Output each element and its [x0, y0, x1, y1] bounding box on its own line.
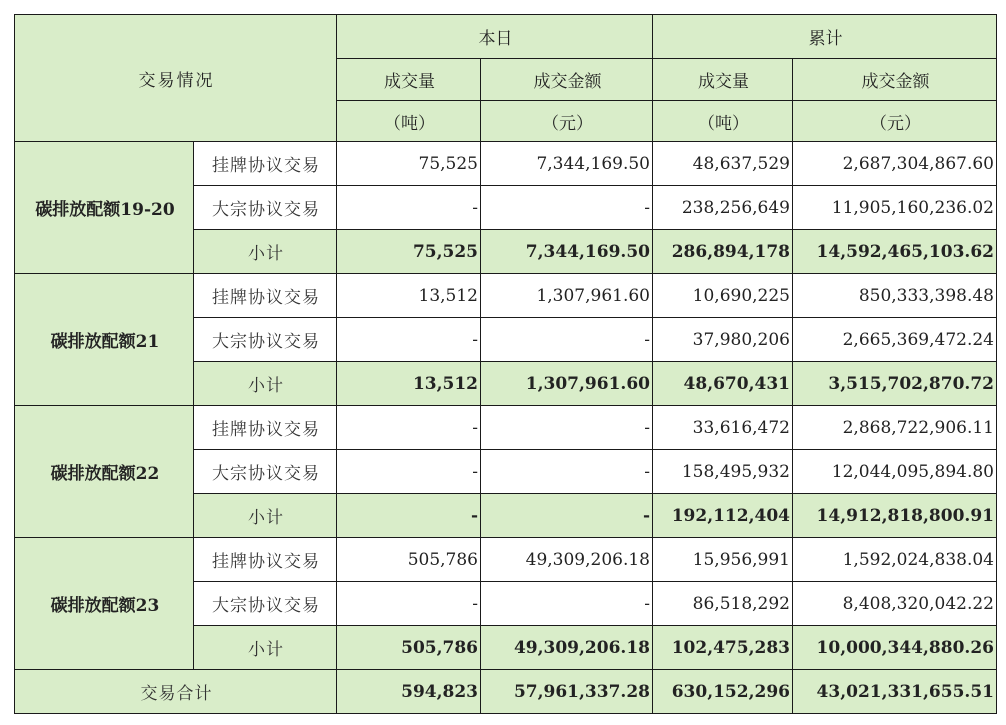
cumulative-volume-cell: 48,670,431	[653, 362, 793, 406]
today-amount-cell: -	[481, 406, 653, 450]
today-volume-cell: 505,786	[337, 538, 481, 582]
header-today-amount-unit: （元）	[481, 101, 653, 142]
subtotal-label: 小计	[194, 626, 337, 670]
header-cum-volume-unit: （吨）	[653, 101, 793, 142]
cumulative-volume-cell: 86,518,292	[653, 582, 793, 626]
trading-summary-table	[14, 14, 997, 714]
trade-type-label: 大宗协议交易	[194, 450, 337, 494]
header-cumulative: 累计	[653, 15, 997, 59]
cumulative-amount-cell: 14,592,465,103.62	[793, 230, 997, 274]
trade-type-label: 大宗协议交易	[194, 582, 337, 626]
subtotal-label: 小计	[194, 362, 337, 406]
trade-type-label: 挂牌协议交易	[194, 538, 337, 582]
total-today-volume: 594,823	[337, 670, 481, 714]
trade-type-label: 挂牌协议交易	[194, 142, 337, 186]
cumulative-amount-cell: 10,000,344,880.26	[793, 626, 997, 670]
header-today-volume: 成交量	[337, 59, 481, 101]
group-label: 碳排放配额21	[15, 274, 194, 406]
today-amount-cell: -	[481, 494, 653, 538]
today-volume-cell: -	[337, 494, 481, 538]
header-cum-amount-unit: （元）	[793, 101, 997, 142]
table-row	[15, 142, 997, 186]
today-volume-cell: 13,512	[337, 362, 481, 406]
cumulative-amount-cell: 12,044,095,894.80	[793, 450, 997, 494]
today-amount-cell: 1,307,961.60	[481, 362, 653, 406]
cumulative-volume-cell: 37,980,206	[653, 318, 793, 362]
today-volume-cell: 75,525	[337, 230, 481, 274]
today-volume-cell: -	[337, 318, 481, 362]
today-amount-cell: -	[481, 450, 653, 494]
cumulative-volume-cell: 286,894,178	[653, 230, 793, 274]
today-amount-cell: 49,309,206.18	[481, 626, 653, 670]
subtotal-label: 小计	[194, 230, 337, 274]
today-volume-cell: -	[337, 582, 481, 626]
today-volume-cell: -	[337, 406, 481, 450]
header-trade-situation: 交易情况	[15, 15, 337, 142]
total-cumulative-volume: 630,152,296	[653, 670, 793, 714]
cumulative-volume-cell: 238,256,649	[653, 186, 793, 230]
group-label: 碳排放配额22	[15, 406, 194, 538]
cumulative-amount-cell: 11,905,160,236.02	[793, 186, 997, 230]
cumulative-volume-cell: 33,616,472	[653, 406, 793, 450]
today-amount-cell: 1,307,961.60	[481, 274, 653, 318]
today-amount-cell: -	[481, 318, 653, 362]
header-today-amount: 成交金额	[481, 59, 653, 101]
today-volume-cell: 75,525	[337, 142, 481, 186]
today-volume-cell: -	[337, 450, 481, 494]
cumulative-amount-cell: 14,912,818,800.91	[793, 494, 997, 538]
table-row	[15, 538, 997, 582]
cumulative-volume-cell: 15,956,991	[653, 538, 793, 582]
cumulative-amount-cell: 1,592,024,838.04	[793, 538, 997, 582]
today-amount-cell: 7,344,169.50	[481, 142, 653, 186]
today-amount-cell: 49,309,206.18	[481, 538, 653, 582]
cumulative-amount-cell: 2,665,369,472.24	[793, 318, 997, 362]
cumulative-amount-cell: 8,408,320,042.22	[793, 582, 997, 626]
trade-type-label: 挂牌协议交易	[194, 406, 337, 450]
trade-type-label: 挂牌协议交易	[194, 274, 337, 318]
total-row	[15, 670, 997, 714]
cumulative-volume-cell: 48,637,529	[653, 142, 793, 186]
today-volume-cell: -	[337, 186, 481, 230]
subtotal-label: 小计	[194, 494, 337, 538]
today-volume-cell: 13,512	[337, 274, 481, 318]
header-cum-volume: 成交量	[653, 59, 793, 101]
cumulative-amount-cell: 2,687,304,867.60	[793, 142, 997, 186]
cumulative-volume-cell: 10,690,225	[653, 274, 793, 318]
cumulative-volume-cell: 192,112,404	[653, 494, 793, 538]
trade-type-label: 大宗协议交易	[194, 186, 337, 230]
cumulative-amount-cell: 850,333,398.48	[793, 274, 997, 318]
total-today-amount: 57,961,337.28	[481, 670, 653, 714]
today-volume-cell: 505,786	[337, 626, 481, 670]
cumulative-volume-cell: 158,495,932	[653, 450, 793, 494]
header-cum-amount: 成交金额	[793, 59, 997, 101]
today-amount-cell: -	[481, 186, 653, 230]
today-amount-cell: 7,344,169.50	[481, 230, 653, 274]
today-amount-cell: -	[481, 582, 653, 626]
cumulative-amount-cell: 3,515,702,870.72	[793, 362, 997, 406]
cumulative-amount-cell: 2,868,722,906.11	[793, 406, 997, 450]
trade-type-label: 大宗协议交易	[194, 318, 337, 362]
group-label: 碳排放配额19-20	[15, 142, 194, 274]
table-row	[15, 406, 997, 450]
total-cumulative-amount: 43,021,331,655.51	[793, 670, 997, 714]
table-row	[15, 274, 997, 318]
header-today: 本日	[337, 15, 653, 59]
cumulative-volume-cell: 102,475,283	[653, 626, 793, 670]
group-label: 碳排放配额23	[15, 538, 194, 670]
header-today-volume-unit: （吨）	[337, 101, 481, 142]
total-label: 交易合计	[15, 670, 337, 714]
